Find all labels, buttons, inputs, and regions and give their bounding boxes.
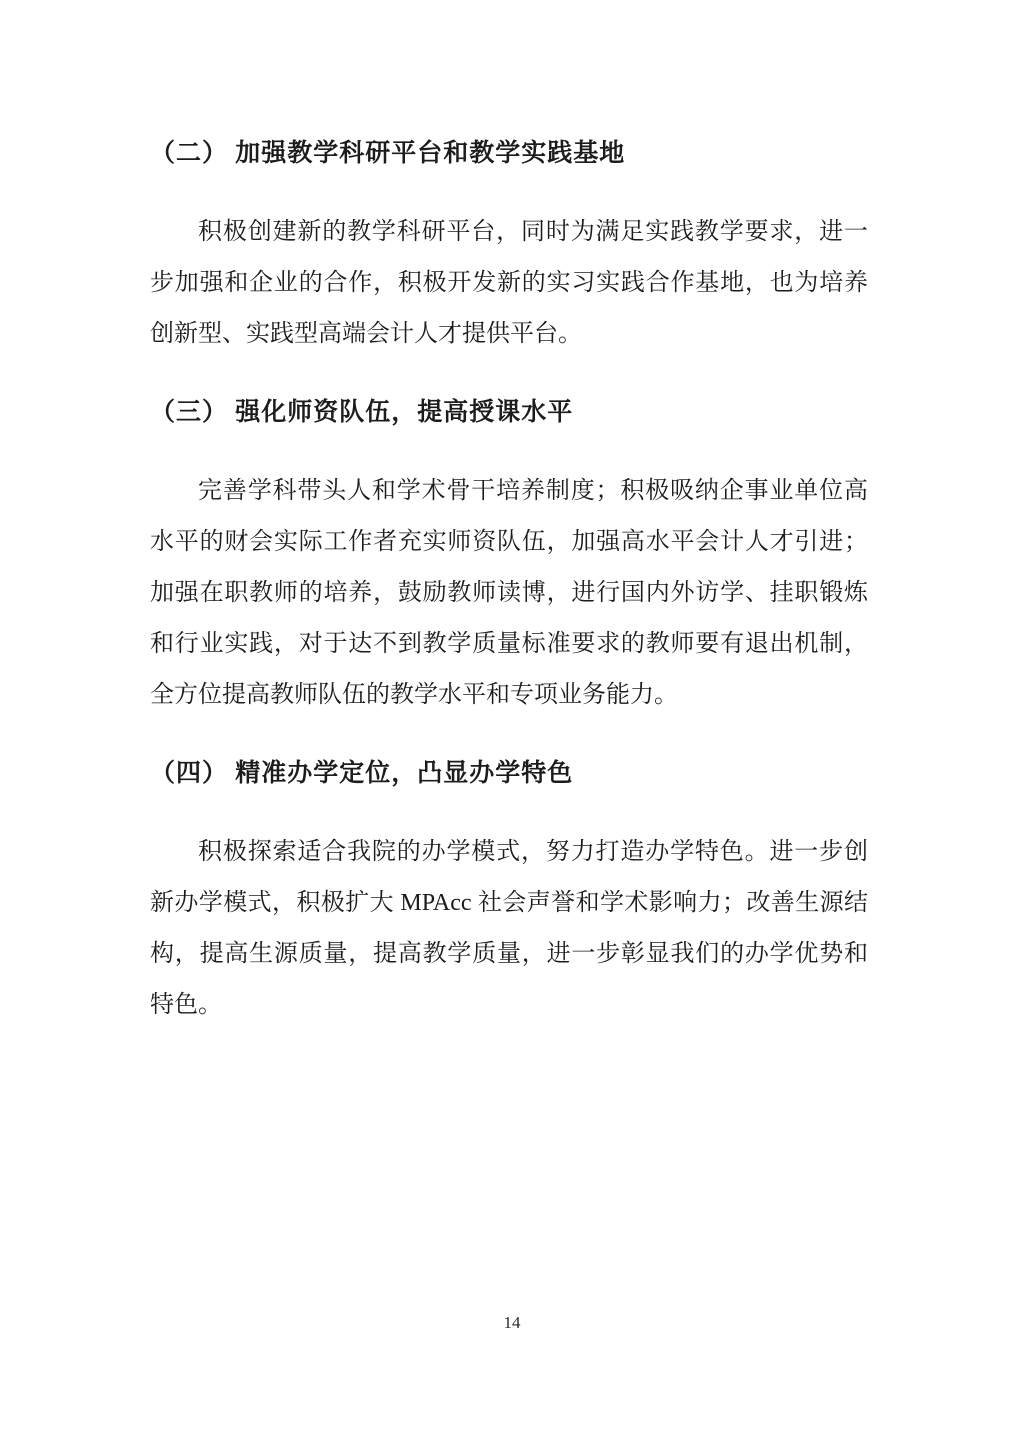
page-number: 14	[503, 1313, 521, 1332]
section-3-heading: （三） 强化师资队伍，提高授课水平	[150, 399, 574, 426]
section-3-paragraph: 完善学科带头人和学术骨干培养制度；积极吸纳企事业单位高水平的财会实际工作者充实师资队伍，加强高水平会计人才引进；加强在职教师的培养，鼓励教师读博，进行国内外访学、挂职锻炼和行业实践，对于达不到教学质量标准要求的教师要有退出机制，全方位提高教师队伍的教学水平和专项业务能力。	[150, 478, 868, 708]
section-2	[150, 137, 868, 360]
section-4	[150, 757, 868, 1031]
section-4-paragraph: 积极探索适合我院的办学模式，努力打造办学特色。进一步创新办学模式，积极扩大 MPAcc 社会声誉和学术影响力；改善生源结构，提高生源质量，提高教学质量，进一步彰显我们的办学优势和特色。	[150, 839, 868, 1018]
section-3	[150, 396, 868, 721]
section-2-heading: （二） 加强教学科研平台和教学实践基地	[150, 140, 626, 167]
document-content	[150, 137, 868, 1031]
section-2-paragraph: 积极创建新的教学科研平台，同时为满足实践教学要求，进一步加强和企业的合作，积极开发新的实习实践合作基地，也为培养创新型、实践型高端会计人才提供平台。	[150, 219, 868, 347]
section-4-heading: （四） 精准办学定位，凸显办学特色	[150, 760, 574, 787]
